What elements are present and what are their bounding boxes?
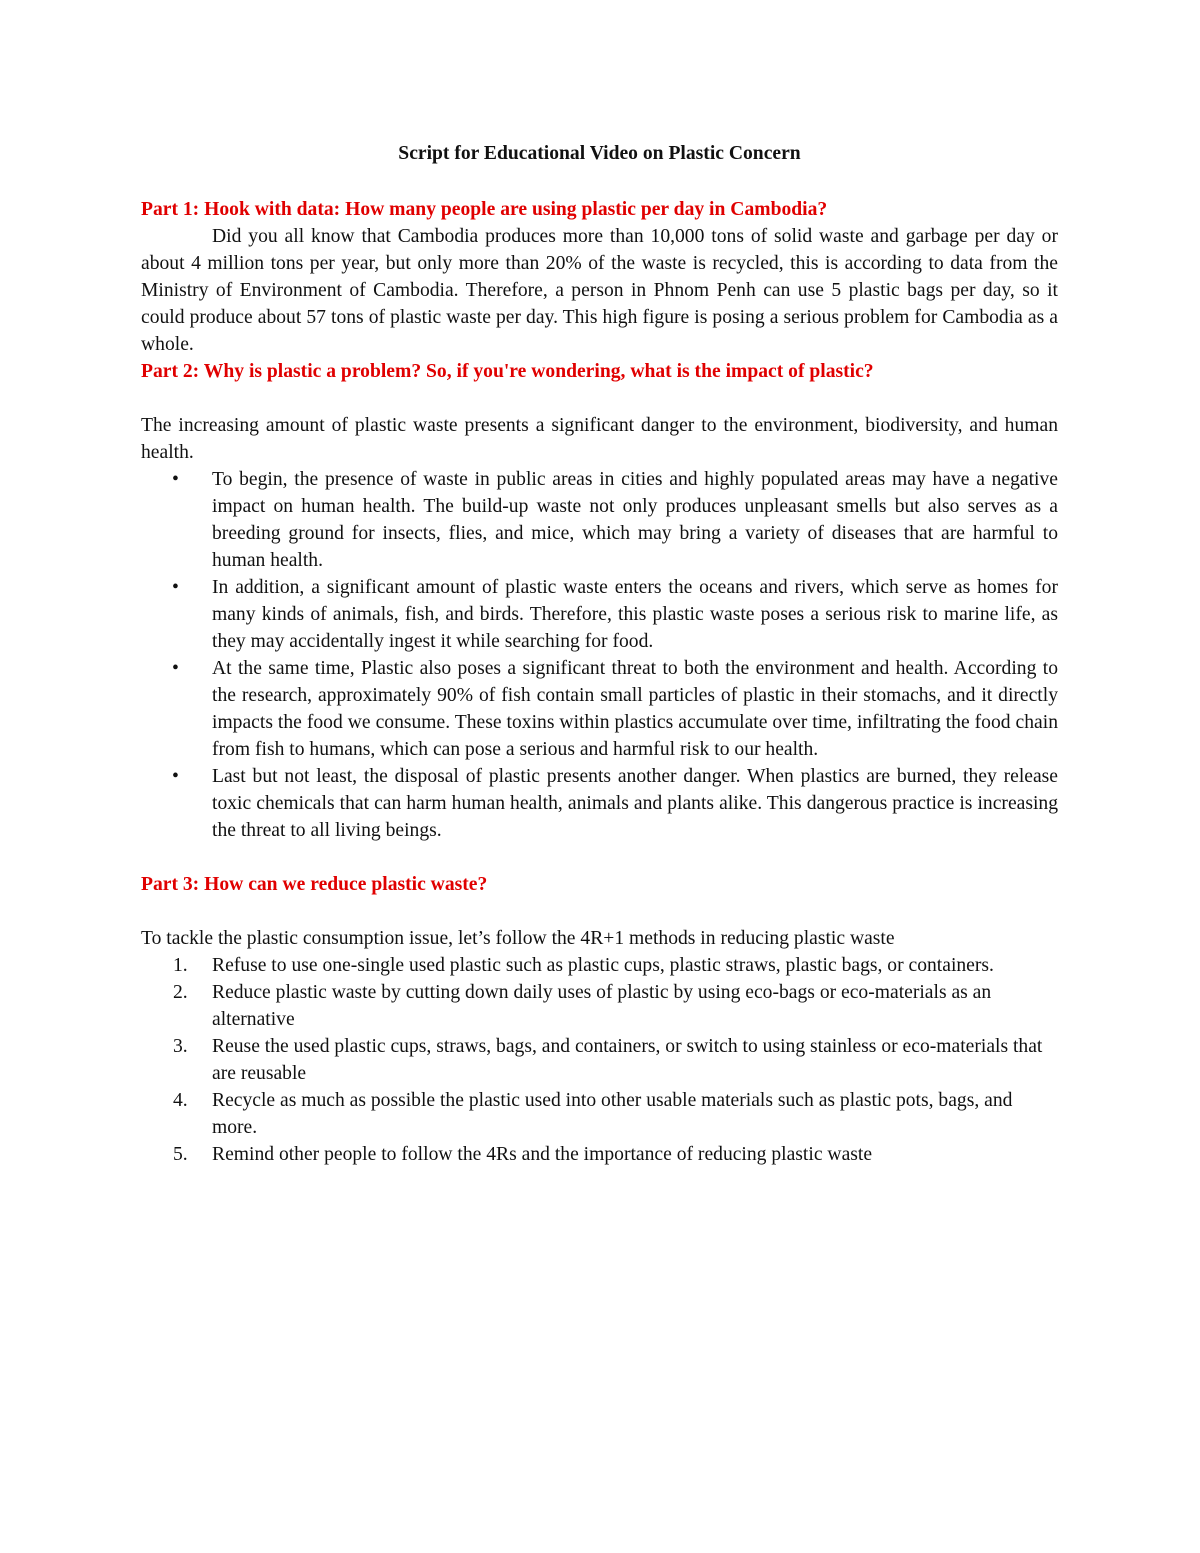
list-number: 5. (173, 1144, 188, 1165)
methods-numbered-list (141, 952, 1058, 1168)
part2-intro: The increasing amount of plastic waste presents a significant danger to the environment, biodiversity, and human health. (141, 415, 1058, 463)
bullet-text: At the same time, Plastic also poses a significant threat to both the environment and health. According to the research, approximately 90% of fish contain small particles of plastic in their stomachs, and it directly impacts the food we consume. These toxins within plastics accumulate over time, infiltrating the food chain from fish to humans, which can pose a serious and harmful risk to our health. (212, 658, 1058, 760)
step-text: Reuse the used plastic cups, straws, bags, and containers, or switch to using stainless or eco-materials that are reusable (212, 1036, 1043, 1084)
part2-heading: Part 2: Why is plastic a problem? So, if you're wondering, what is the impact of plastic? (141, 361, 874, 382)
list-item (141, 979, 1058, 1033)
part1-paragraph: Did you all know that Cambodia produces more than 10,000 tons of solid waste and garbage per day or about 4 million tons per year, but only more than 20% of the waste is recycled, this is according to data from the Ministry of Environment of Cambodia. Therefore, a person in Phnom Penh can use 5 plastic bags per day, so it could produce about 57 tons of plastic waste per day. This high figure is posing a serious problem for Cambodia as a whole. (141, 226, 1058, 355)
list-number: 1. (173, 955, 188, 976)
part1-heading: Part 1: Hook with data: How many people are using plastic per day in Cambodia? (141, 199, 828, 220)
bullet-text: Last but not least, the disposal of plastic presents another danger. When plastics are burned, they release toxic chemicals that can harm human health, animals and plants alike. This dangerous practice is increasing the threat to all living beings. (212, 766, 1058, 841)
part3-intro: To tackle the plastic consumption issue, let’s follow the 4R+1 methods in reducing plastic waste (141, 928, 895, 949)
list-number: 2. (173, 982, 188, 1003)
list-item (141, 574, 1058, 655)
list-item (141, 655, 1058, 763)
list-item (141, 952, 1058, 979)
bullet-icon: • (172, 577, 179, 598)
list-item (141, 1033, 1058, 1087)
list-item (141, 1141, 1058, 1168)
spacer (141, 844, 1058, 871)
list-item (141, 763, 1058, 844)
part3-heading: Part 3: How can we reduce plastic waste? (141, 874, 488, 895)
document-title: Script for Educational Video on Plastic Concern (398, 143, 801, 164)
step-text: Refuse to use one-single used plastic such as plastic cups, plastic straws, plastic bags, or containers. (212, 955, 994, 976)
impact-bullet-list (141, 466, 1058, 844)
list-item (141, 466, 1058, 574)
document-body (141, 140, 1058, 1168)
list-item (141, 1087, 1058, 1141)
step-text: Reduce plastic waste by cutting down daily uses of plastic by using eco-bags or eco-materials as an alternative (212, 982, 992, 1030)
bullet-icon: • (172, 469, 179, 490)
step-text: Recycle as much as possible the plastic used into other usable materials such as plastic pots, bags, and more. (212, 1090, 1013, 1138)
list-number: 3. (173, 1036, 188, 1057)
bullet-text: To begin, the presence of waste in public areas in cities and highly populated areas may have a negative impact on human health. The build-up waste not only produces unpleasant smells but also serves as a breeding ground for insects, flies, and mice, which may bring a variety of diseases that are harmful to human health. (212, 469, 1058, 571)
bullet-icon: • (172, 766, 179, 787)
bullet-text: In addition, a significant amount of plastic waste enters the oceans and rivers, which serve as homes for many kinds of animals, fish, and birds. Therefore, this plastic waste poses a serious risk to marine life, as they may accidentally ingest it while searching for food. (212, 577, 1058, 652)
spacer (141, 385, 1058, 412)
list-number: 4. (173, 1090, 188, 1111)
spacer (141, 898, 1058, 925)
step-text: Remind other people to follow the 4Rs and the importance of reducing plastic waste (212, 1144, 873, 1165)
bullet-icon: • (172, 658, 179, 679)
